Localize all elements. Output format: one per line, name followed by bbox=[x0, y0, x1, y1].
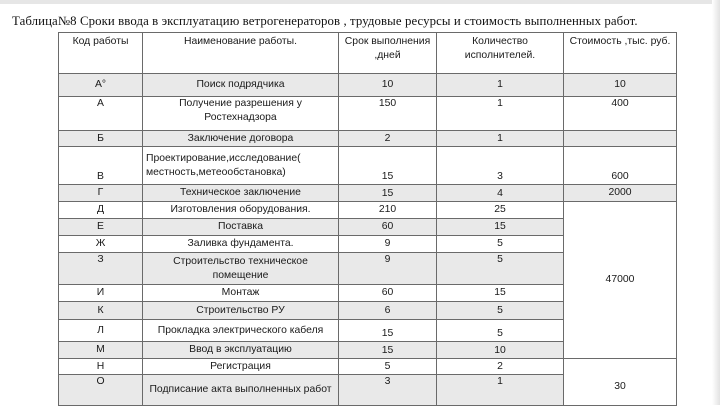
cell-name: Заключение договора bbox=[143, 131, 339, 147]
cell-cost-merged: 30 bbox=[564, 359, 677, 406]
cell-code: З bbox=[59, 253, 143, 285]
cell-days: 15 bbox=[339, 320, 437, 342]
cell-days: 6 bbox=[339, 302, 437, 320]
cell-code: Л bbox=[59, 320, 143, 342]
header-cost: Стоимость ,тыс. руб. bbox=[564, 33, 677, 74]
cell-name: Поиск подрядчика bbox=[143, 74, 339, 97]
cell-name: Проектирование,исследование( местность,метеообстановка) bbox=[143, 147, 339, 185]
table-row bbox=[59, 147, 677, 185]
cell-code: Б bbox=[59, 131, 143, 147]
header-workers: Количество исполнителей. bbox=[437, 33, 564, 74]
cell-workers: 2 bbox=[437, 359, 564, 375]
cell-days: 9 bbox=[339, 236, 437, 253]
cell-name: Изготовления оборудования. bbox=[143, 202, 339, 219]
cell-workers: 5 bbox=[437, 253, 564, 285]
cell-days: 10 bbox=[339, 74, 437, 97]
cell-workers: 15 bbox=[437, 285, 564, 302]
cell-name: Монтаж bbox=[143, 285, 339, 302]
table-row bbox=[59, 202, 677, 219]
cell-name: Ввод в эксплуатацию bbox=[143, 342, 339, 359]
top-border-decoration bbox=[0, 0, 720, 4]
cell-name: Получение разрешения у Ростехнадзора bbox=[143, 97, 339, 131]
cell-code: Н bbox=[59, 359, 143, 375]
cell-code: О bbox=[59, 375, 143, 406]
cell-days: 60 bbox=[339, 285, 437, 302]
cell-days: 150 bbox=[339, 97, 437, 131]
cell-name: Поставка bbox=[143, 219, 339, 236]
cell-name: Строительство техническое помещение bbox=[143, 253, 339, 285]
cell-cost: 600 bbox=[564, 147, 677, 185]
cell-name: Прокладка электрического кабеля bbox=[143, 320, 339, 342]
cell-workers: 5 bbox=[437, 302, 564, 320]
cell-days: 5 bbox=[339, 359, 437, 375]
cell-cost-merged: 47000 bbox=[564, 202, 677, 359]
cell-cost: 10 bbox=[564, 74, 677, 97]
header-name: Наименование работы. bbox=[143, 33, 339, 74]
table-row bbox=[59, 185, 677, 202]
cell-workers: 5 bbox=[437, 320, 564, 342]
cell-cost: 400 bbox=[564, 97, 677, 131]
cell-name: Подписание акта выполненных работ bbox=[143, 375, 339, 406]
cell-days: 210 bbox=[339, 202, 437, 219]
table-row bbox=[59, 359, 677, 375]
table-row bbox=[59, 97, 677, 131]
cell-code: Ж bbox=[59, 236, 143, 253]
cell-code: В bbox=[59, 147, 143, 185]
cell-days: 2 bbox=[339, 131, 437, 147]
cell-code: Г bbox=[59, 185, 143, 202]
cell-code: Д bbox=[59, 202, 143, 219]
cell-workers: 5 bbox=[437, 236, 564, 253]
cell-name: Заливка фундамента. bbox=[143, 236, 339, 253]
cell-code: М bbox=[59, 342, 143, 359]
cell-days: 3 bbox=[339, 375, 437, 406]
cell-code: Е bbox=[59, 219, 143, 236]
right-edge-decoration bbox=[712, 0, 720, 405]
cell-cost: 2000 bbox=[564, 185, 677, 202]
cell-workers: 25 bbox=[437, 202, 564, 219]
table-caption: Таблица№8 Сроки ввода в эксплуатацию ветрогенераторов , трудовые ресурсы и стоимость выполненных работ. bbox=[12, 14, 638, 28]
cell-code: К bbox=[59, 302, 143, 320]
table-header-row bbox=[59, 33, 677, 74]
cell-workers: 4 bbox=[437, 185, 564, 202]
cell-workers: 3 bbox=[437, 147, 564, 185]
cell-code: А bbox=[59, 97, 143, 131]
header-code: Код работы bbox=[59, 33, 143, 74]
cell-name: Регистрация bbox=[143, 359, 339, 375]
cell-code: И bbox=[59, 285, 143, 302]
cell-days: 15 bbox=[339, 185, 437, 202]
cell-name: Техническое заключение bbox=[143, 185, 339, 202]
table-row bbox=[59, 74, 677, 97]
cell-workers: 1 bbox=[437, 97, 564, 131]
cell-workers: 1 bbox=[437, 131, 564, 147]
cell-workers: 10 bbox=[437, 342, 564, 359]
cell-days: 60 bbox=[339, 219, 437, 236]
table-row bbox=[59, 131, 677, 147]
cell-code: А° bbox=[59, 74, 143, 97]
cell-workers: 1 bbox=[437, 74, 564, 97]
cell-cost bbox=[564, 131, 677, 147]
cell-workers: 15 bbox=[437, 219, 564, 236]
cell-name: Строительство РУ bbox=[143, 302, 339, 320]
header-days: Срок выполнения ,дней bbox=[339, 33, 437, 74]
cell-days: 15 bbox=[339, 342, 437, 359]
cell-days: 15 bbox=[339, 147, 437, 185]
cell-days: 9 bbox=[339, 253, 437, 285]
cell-workers: 1 bbox=[437, 375, 564, 406]
work-schedule-table bbox=[58, 32, 677, 406]
